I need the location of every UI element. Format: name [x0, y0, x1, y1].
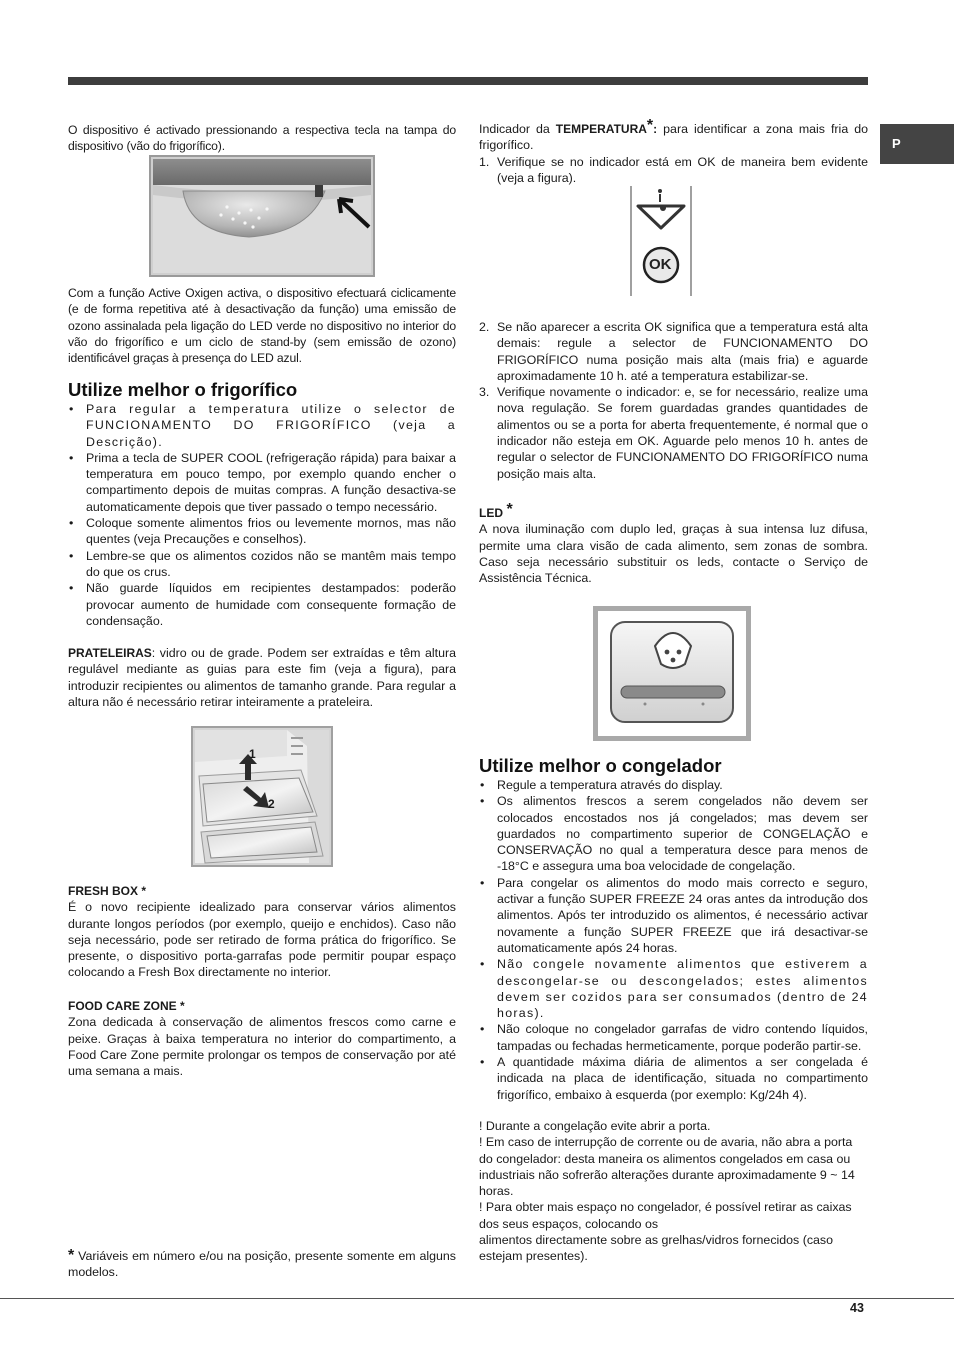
list-item: 1. Verifique se no indicador está em OK de maneira bem evidente (veja a figura).	[479, 154, 868, 185]
shelves-paragraph	[68, 645, 456, 710]
list-item: • Para congelar os alimentos do modo mais correcto e seguro, activar a função SUPER FREEZE 24 oras antes da introdução dos alimentos. Após ter introduzido os alimentos, é necessário activar novamente a função SUPER FREEZE que irá desactivar-se automaticamente após 24 horas.	[479, 875, 868, 956]
footnote-text: Variáveis em número e/ou na posição, presente somente em alguns modelos.	[68, 1249, 456, 1280]
fridge-bullet-list	[68, 401, 456, 629]
food-care-section	[68, 998, 456, 1079]
fresh-box-section	[68, 883, 456, 981]
led-text: A nova iluminação com duplo led, graças à sua intensa luz difusa, permite uma clara visão de cada alimento, sem zonas de sombra. Caso seja necessário substituir os leds, contacte o Serviço de Assistência Técnica.	[479, 522, 868, 586]
temp-suffix: para identificar a zona mais fria do frigorífico.	[479, 122, 869, 153]
list-item: • Prima a tecla de SUPER COOL (refrigeração rápida) para baixar a temperatura em pouco tempo, por exemplo quando encher o compartimento depois de muitas compras. A função desactiva-se automaticamente depois que tiver passado o tempo necessário.	[68, 450, 456, 515]
shelf-figure-label-2: 2	[268, 797, 275, 811]
led-section	[479, 502, 868, 586]
list-item: • Os alimentos frescos a serem congelados não devem ser colocados encostados nos já congelados; mas devem ser guardados no compartimento superior de CONGELAÇÃO e CONSERVAÇÃO no qual a temperatura desce para menos de -18°C e assegura uma boa velocidade de congelação.	[479, 793, 868, 874]
freezer-heading: Utilize melhor o congelador	[479, 755, 722, 776]
active-oxygen-device-photo	[149, 155, 375, 277]
temp-steps-part-1	[479, 154, 868, 187]
list-item: • Não congele novamente alimentos que estiverem a descongelar-se ou descongelados; estes alimentos devem ser cozidos para ser consumados (dentro de 24 horas).	[479, 956, 868, 1021]
list-item: • Lembre-se que os alimentos cozidos não se mantêm mais tempo do que os crus.	[68, 548, 456, 581]
footnote-star: *	[68, 1247, 75, 1264]
temp-star: *	[646, 117, 654, 134]
fresh-box-text: É o novo recipiente idealizado para conservar vários alimentos durante longos períodos (por exemplo, queijo e enchidos). Caso não seja necessário, pode ser retirado de forma prática do frigorífico. Se presente, o dispositivo porta-garrafas pode permitir poupar espaço colocando a Fresh Box directamente no interior.	[68, 900, 456, 980]
led-star: *	[506, 501, 513, 518]
freezer-notes	[479, 1118, 868, 1265]
footnote	[68, 1248, 456, 1281]
note: ! Durante a congelação evite abrir a porta.	[479, 1119, 711, 1133]
fridge-heading: Utilize melhor o frigorífico	[68, 379, 298, 400]
list-item: • Não coloque no congelador garrafas de vidro contendo líquidos, tampadas ou fechadas hermeticamente, porque poderão partir-se.	[479, 1021, 868, 1054]
temp-prefix: Indicador da	[479, 122, 556, 136]
list-item: 3. Verifique novamente o indicador: e, se for necessário, realize uma nova regulação. Se forem guardadas grandes quantidades de alimentos ou se a porta for aberta frequentemente, é normal que o indicador não esteja em OK. Aguarde pelo menos 10 h. antes de regular o selector de FUNCIONAMENTO DO FRIGORÍFICO numa posição mais alta.	[479, 385, 868, 481]
led-lamp-figure	[593, 606, 751, 741]
note: ! Para obter mais espaço no congelador, é possível retirar as caixas dos seus espaços, colocando os	[479, 1200, 852, 1231]
fridge-section	[68, 379, 456, 629]
list-item: • Regule a temperatura através do display.	[479, 777, 868, 793]
led-heading: LED	[479, 506, 503, 520]
freezer-bullet-list	[479, 777, 868, 1103]
list-item: 2. Se não aparecer a escrita OK significa que a temperatura está alta demais: regule a selector de FUNCIONAMENTO DO FRIGORÍFICO numa posição mais alta (mais fria) e aguarde aproximadamente 10 h. até a temperatura estabilizar-se.	[479, 320, 868, 383]
shelves-label: PRATELEIRAS	[68, 646, 152, 660]
list-item: • Coloque somente alimentos frios ou levemente mornos, mas não quentes (veja Precauções e conselhos).	[68, 515, 456, 548]
ok-indicator-label: OK	[649, 256, 672, 273]
list-item: • Não guarde líquidos em recipientes destampados: poderão provocar aumento de humidade com consequente formação de condensação.	[68, 580, 456, 629]
fresh-box-heading: FRESH BOX *	[68, 884, 147, 898]
temp-steps-part-2	[479, 319, 868, 482]
food-care-heading: FOOD CARE ZONE *	[68, 999, 185, 1013]
footer-rule	[0, 1298, 954, 1299]
temp-steps-continued	[479, 319, 868, 482]
temperature-indicator-figure	[630, 186, 692, 296]
language-tab: P	[880, 124, 954, 164]
temperature-section	[479, 118, 868, 186]
shelf-adjustment-figure	[191, 726, 333, 867]
note: ! Em caso de interrupção de corrente ou de avaria, não abra a porta do congelador: desta maneira os alimentos congelados em casa ou industriais não sofrerão alterações durante aproximadamente 9 ~ 14 horas.	[479, 1135, 855, 1199]
active-oxygen-paragraph: Com a função Active Oxigen activa, o dispositivo efectuará ciclicamente (e de forma repetitiva até à desactivação da função) uma emissão de ozono assinalada pela ligação do LED verde no dispositivo no interior do vão do frigorífico e um ciclo de stand-by (sem emissão de ozono) identificável graças à presença do LED azul.	[68, 286, 456, 366]
header-rule	[68, 77, 868, 85]
food-care-text: Zona dedicada à conservação de alimentos frescos como carne e peixe. Graças à baixa temperatura no interior do compartimento, a Food Care Zone permite prolongar os tempos de conservação por até uma semana a mais.	[68, 1015, 456, 1079]
temp-label: TEMPERATURA	[555, 122, 647, 136]
freezer-section	[479, 755, 868, 1103]
list-item: • A quantidade máxima diária de alimentos a ser congelada é indicada na placa de identificação, situada no compartimento frigorífico, embaixo à esquerda (por exemplo: Kg/24h 4).	[479, 1054, 868, 1103]
shelf-figure-label-1: 1	[249, 747, 256, 761]
note: alimentos directamente sobre as grelhas/vidros fornecidos (caso estejam presentes).	[479, 1233, 833, 1264]
list-item: • Para regular a temperatura utilize o selector de FUNCIONAMENTO DO FRIGORÍFICO (veja a Descrição).	[68, 401, 456, 450]
shelves-text: : vidro ou de grade. Podem ser extraídas e têm altura regulável mediante as guias para este fim (veja a figura), para introduzir recipientes ou alimentos de tamanho grande. Para regular a altura não é necessário retirar inteiramente a prateleira.	[68, 646, 456, 709]
temp-colon: :	[653, 122, 658, 136]
intro-paragraph: O dispositivo é activado pressionando a respectiva tecla na tampa do dispositivo (vão do frigorífico).	[68, 123, 456, 154]
page-number: 43	[850, 1301, 864, 1315]
